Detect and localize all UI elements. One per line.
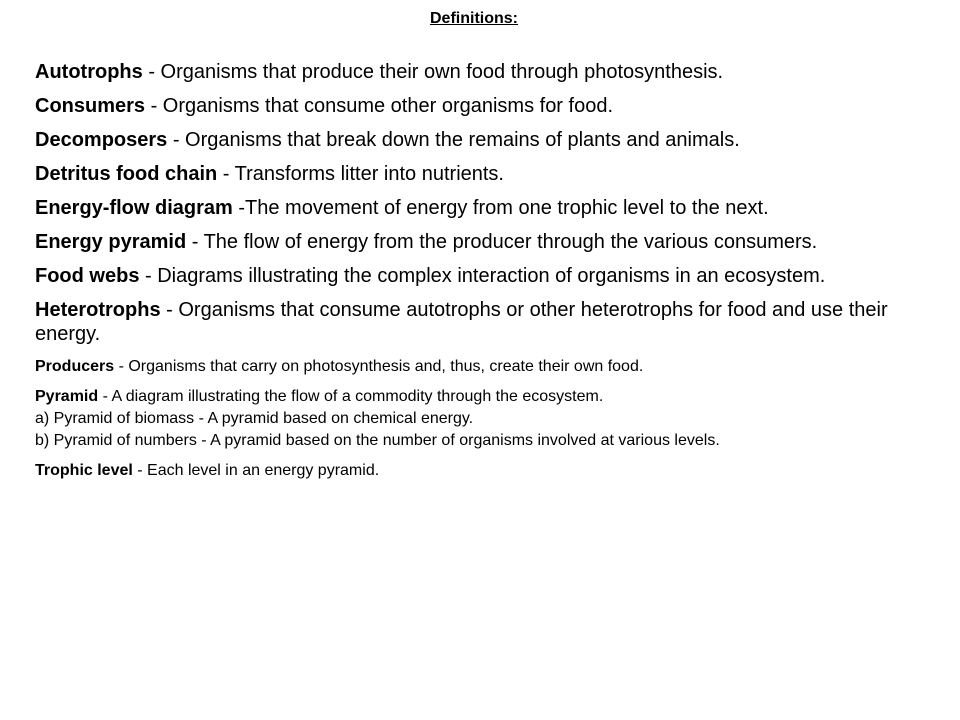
definition-energy-flow-diagram [35, 196, 935, 220]
definition-producers [35, 356, 935, 378]
term: Food webs [35, 265, 140, 287]
definition-heterotrophs [35, 298, 935, 346]
definition-text: -The movement of energy from one trophic level to the next. [232, 197, 769, 219]
definition-energy-pyramid [35, 230, 935, 254]
pyramid-sub-biomass: a) Pyramid of biomass - A pyramid based on chemical energy. [35, 410, 474, 427]
term: Energy pyramid [35, 231, 187, 253]
definition-consumers [35, 94, 935, 118]
term: Decomposers [35, 129, 168, 151]
term: Energy-flow diagram [35, 197, 233, 219]
definition-text: - Organisms that consume autotrophs or other heterotrophs for food and use their energy. [35, 299, 888, 345]
page-title: Definitions: [430, 10, 518, 27]
definition-text: - Organisms that produce their own food through photosynthesis. [142, 61, 724, 83]
definition-detritus-food-chain [35, 162, 935, 186]
definition-text: - The flow of energy from the producer through the various consumers. [186, 231, 818, 253]
pyramid-sub-numbers: b) Pyramid of numbers - A pyramid based on the number of organisms involved at various levels. [35, 432, 720, 449]
definition-text: - Organisms that consume other organisms for food. [145, 95, 614, 117]
definition-text: - Each level in an energy pyramid. [132, 462, 380, 479]
definition-food-webs [35, 264, 935, 288]
term: Consumers [35, 95, 146, 117]
definition-pyramid [35, 386, 935, 452]
definitions-list [35, 60, 935, 490]
definition-decomposers [35, 128, 935, 152]
term: Pyramid [35, 388, 99, 405]
definition-text: - Organisms that carry on photosynthesis and, thus, create their own food. [114, 358, 644, 375]
definition-trophic-level [35, 460, 935, 482]
definition-autotrophs [35, 60, 935, 84]
term: Detritus food chain [35, 163, 218, 185]
definition-text: - A diagram illustrating the flow of a commodity through the ecosystem. [98, 388, 604, 405]
term: Trophic level [35, 462, 133, 479]
definition-text: - Organisms that break down the remains of plants and animals. [167, 129, 740, 151]
definition-text: - Diagrams illustrating the complex interaction of organisms in an ecosystem. [139, 265, 826, 287]
term: Producers [35, 358, 115, 375]
definition-text: - Transforms litter into nutrients. [217, 163, 504, 185]
term: Heterotrophs [35, 299, 161, 321]
term: Autotrophs [35, 61, 143, 83]
